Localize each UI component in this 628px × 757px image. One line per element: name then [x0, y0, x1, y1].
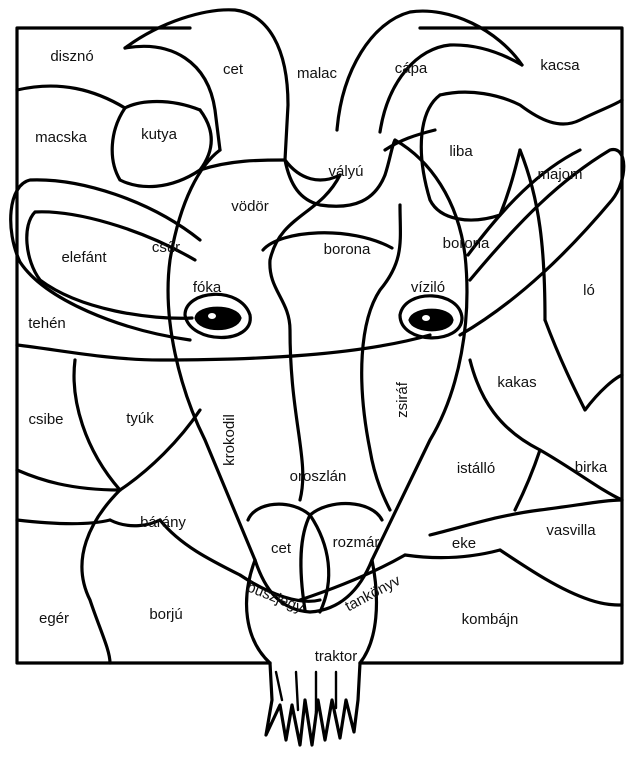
label-valyu: vályú [328, 162, 364, 180]
label-vasvilla: vasvilla [546, 521, 596, 539]
label-tankonyv: tankönyv [342, 571, 404, 616]
label-liba: liba [449, 142, 473, 160]
label-krokodil: krokodil [220, 414, 238, 466]
label-borona-center: borona [323, 240, 371, 258]
label-eke: eke [451, 534, 477, 552]
picture-frame [17, 28, 622, 663]
label-kombajn: kombájn [461, 610, 519, 628]
label-kutya: kutya [141, 125, 177, 143]
goat-beard [266, 663, 360, 745]
goat-head [168, 140, 467, 612]
label-cet-top: cet [222, 60, 244, 78]
label-macska: macska [35, 128, 87, 146]
label-majom: majom [537, 165, 583, 183]
label-elefant: elefánt [61, 248, 107, 266]
label-vodor: vödör [231, 197, 269, 215]
label-traktor: traktor [314, 647, 358, 665]
label-barany: bárány [140, 513, 186, 531]
label-oroszlan: oroszlán [289, 467, 347, 485]
label-foka: fóka [192, 278, 222, 296]
label-lo: ló [583, 281, 595, 299]
label-csibe: csibe [28, 410, 64, 428]
label-buszjegy: buszjegy [244, 578, 306, 617]
label-kakas: kakas [497, 373, 537, 391]
label-rozmar: rozmár [332, 533, 380, 551]
label-tyuk: tyúk [126, 409, 154, 427]
label-kacsa: kacsa [540, 56, 580, 74]
label-capa: cápa [394, 59, 428, 77]
label-tehen: tehén [28, 314, 66, 332]
label-viziló: víziló [410, 278, 446, 296]
label-eger: egér [38, 609, 70, 627]
label-csur: csűr [151, 238, 181, 256]
label-istallo: istálló [456, 459, 496, 477]
goat-horns [125, 10, 522, 160]
goat-ears [11, 150, 624, 340]
label-birka: birka [574, 458, 608, 476]
label-diszno: disznó [50, 47, 94, 65]
label-borona-right: borona [442, 234, 490, 252]
label-malac: malac [296, 64, 338, 82]
label-zsiraf: zsiráf [393, 382, 411, 418]
label-cet-bottom: cet [270, 539, 292, 557]
label-borju: borjú [149, 605, 183, 623]
goat-eyes [185, 294, 462, 338]
